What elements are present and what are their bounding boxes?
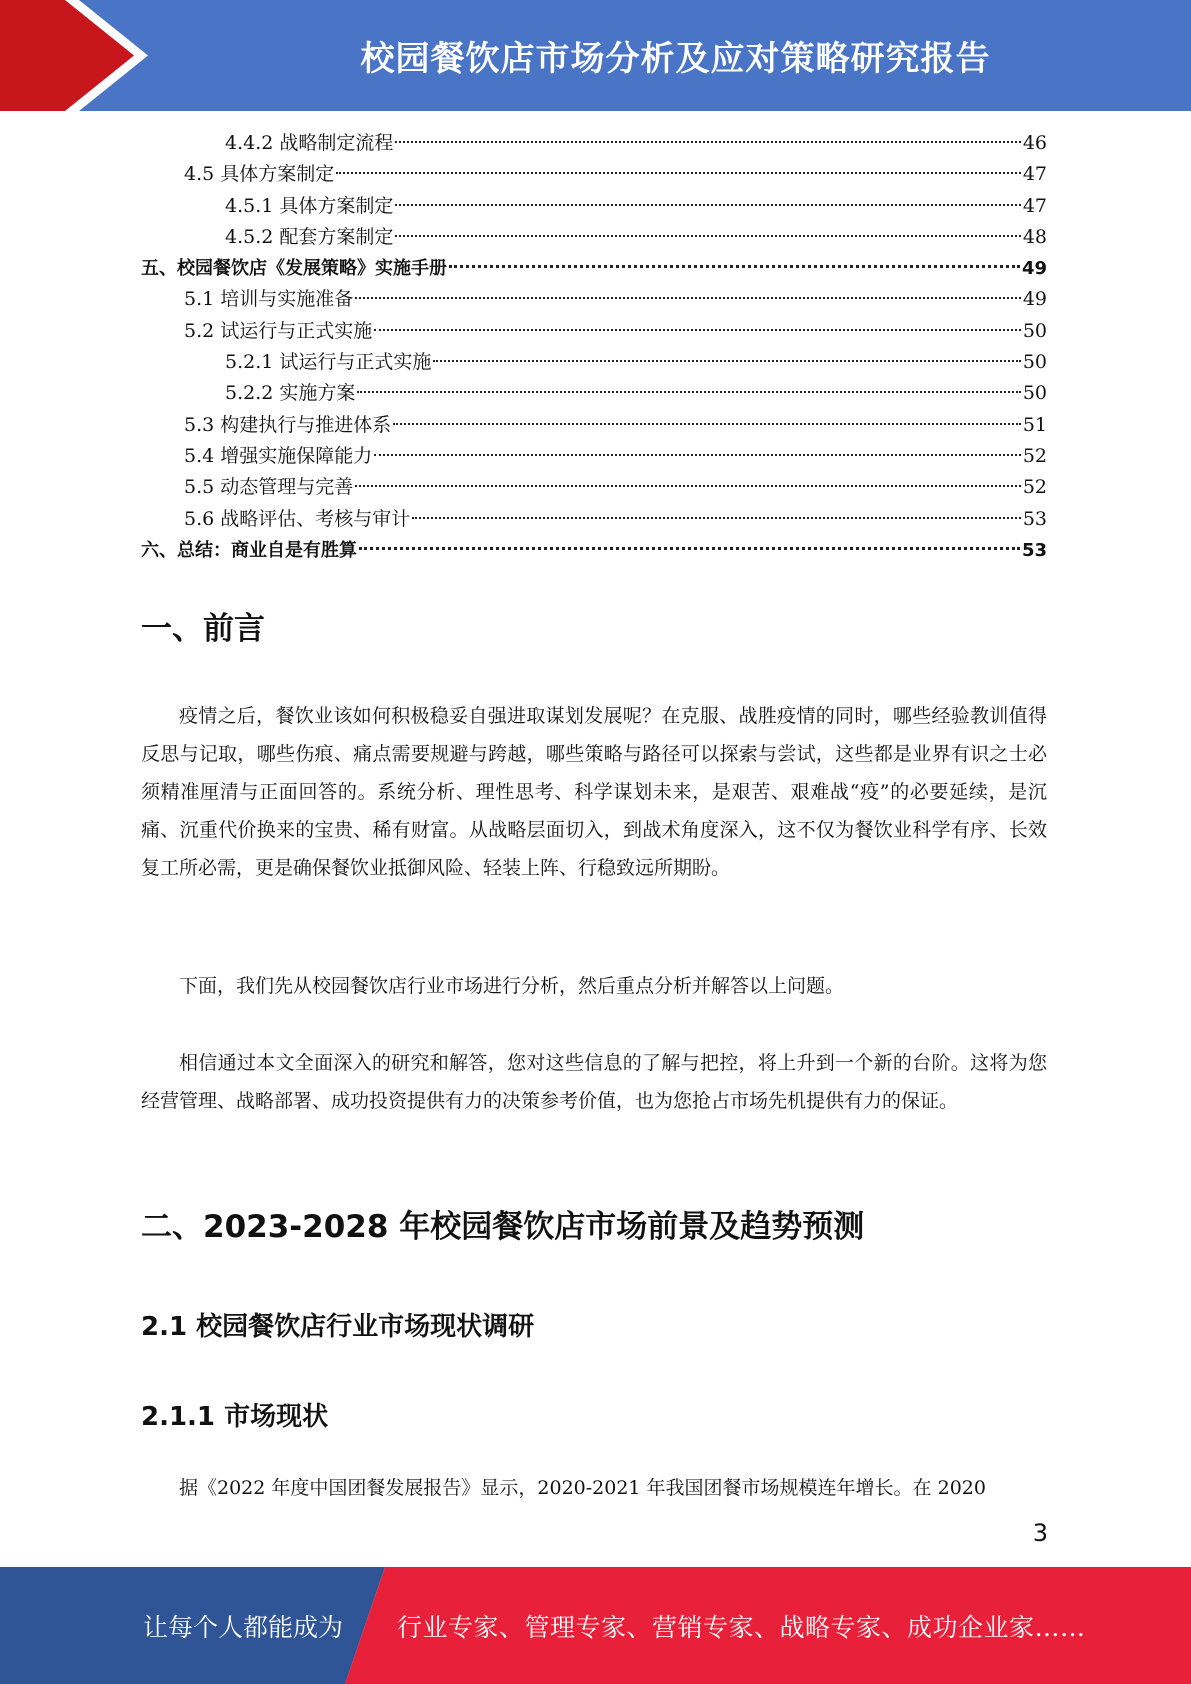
toc-entry[interactable]: [141, 222, 1047, 253]
table-of-contents: [141, 128, 1047, 566]
toc-entry[interactable]: [141, 441, 1047, 472]
toc-entry[interactable]: [141, 347, 1047, 378]
header-title: 校园餐饮店市场分析及应对策略研究报告: [360, 39, 991, 79]
toc-entry-title: 4.5 具体方案制定: [184, 163, 335, 186]
toc-dot-leader: [395, 141, 1020, 143]
preface-paragraph-3-wrap: [141, 1044, 1047, 1120]
toc-entry-title: 4.5.1 具体方案制定: [225, 194, 394, 217]
toc-entry[interactable]: [141, 316, 1047, 347]
toc-entry[interactable]: [141, 284, 1047, 315]
toc-entry[interactable]: [141, 378, 1047, 409]
toc-dot-leader: [395, 235, 1020, 237]
toc-entry-page: 49: [1021, 258, 1047, 280]
subsection-2-1-1: [141, 1396, 1047, 1433]
toc-dot-leader: [374, 329, 1021, 331]
toc-entry-page: 50: [1022, 351, 1047, 374]
toc-entry-title: 5.2 试运行与正式实施: [184, 319, 373, 342]
toc-entry-title: 5.5 动态管理与完善: [184, 476, 354, 499]
toc-entry-page: 47: [1022, 163, 1047, 186]
footer-slogan-right: 行业专家、管理专家、营销专家、战略专家、成功企业家……: [397, 1612, 1086, 1642]
toc-entry[interactable]: [141, 472, 1047, 503]
preface-body: [141, 697, 1047, 887]
toc-entry-title: 4.4.2 战略制定流程: [225, 132, 394, 154]
toc-entry[interactable]: [141, 410, 1047, 441]
toc-entry-page: 53: [1021, 539, 1047, 561]
toc-dot-leader: [357, 391, 1020, 393]
toc-entry-page: 49: [1022, 288, 1047, 311]
subsubsection-heading: 2.1.1 市场现状: [141, 1402, 329, 1432]
toc-entry-page: 47: [1022, 194, 1047, 217]
toc-dot-leader: [355, 297, 1021, 299]
toc-entry-title: 5.4 增强实施保障能力: [184, 444, 373, 467]
toc-dot-leader: [359, 547, 1020, 550]
preface-paragraph-1: 疫情之后，餐饮业该如何积极稳妥自强进取谋划发展呢？在克服、战胜疫情的同时，哪些经验教训值得反思与记取，哪些伤痕、痛点需要规避与跨越，哪些策略与路径可以探索与尝试，这些都是业界有识之士必须精准厘清与正面回答的。系统分析、理性思考、科学谋划未来，是艰苦、艰难战“疫”的必要延续，是沉痛、沉重代价换来的宝贵、稀有财富。从战略层面切入，到战术角度深入，这不仅为餐饮业科学有序、长效复工所必需，更是确保餐饮业抵御风险、轻装上阵、行稳致远所期盼。: [141, 705, 1047, 879]
page-header: [0, 0, 1191, 111]
toc-dot-leader: [374, 454, 1021, 456]
toc-dot-leader: [336, 172, 1021, 174]
toc-entry-page: 52: [1022, 476, 1047, 499]
toc-dot-leader: [395, 204, 1020, 206]
preface-section: [141, 603, 1047, 648]
toc-entry-page: 48: [1022, 225, 1047, 248]
toc-entry-title: 5.2.2 实施方案: [225, 382, 356, 405]
toc-entry-page: 53: [1022, 507, 1047, 530]
subsection-2-1: [141, 1306, 1047, 1343]
toc-entry-title: 六、总结：商业自是有胜算: [141, 539, 357, 561]
toc-entry-page: 50: [1022, 319, 1047, 342]
toc-entry[interactable]: [141, 191, 1047, 222]
toc-entry-title: 5.3 构建执行与推进体系: [184, 413, 392, 436]
market-status-body: [141, 1469, 1047, 1507]
toc-entry[interactable]: [141, 253, 1047, 284]
page-footer: [0, 1567, 1191, 1684]
toc-entry-page: 52: [1022, 444, 1047, 467]
page-number: 3: [1032, 1519, 1048, 1547]
forecast-section: [141, 1201, 1047, 1246]
toc-entry-page: 51: [1022, 413, 1047, 436]
toc-entry-title: 4.5.2 配套方案制定: [225, 225, 394, 248]
forecast-heading: 二、2023-2028 年校园餐饮店市场前景及趋势预测: [141, 1209, 865, 1245]
toc-entry-title: 五、校园餐饮店《发展策略》实施手册: [141, 258, 447, 280]
toc-dot-leader: [412, 517, 1021, 519]
subsection-heading: 2.1 校园餐饮店行业市场现状调研: [141, 1312, 535, 1342]
toc-entry-title: 5.6 战略评估、考核与审计: [184, 507, 411, 530]
toc-dot-leader: [433, 360, 1020, 362]
toc-entry-title: 5.1 培训与实施准备: [184, 288, 354, 311]
toc-dot-leader: [449, 265, 1020, 268]
footer-slogan-left: 让每个人都能成为: [143, 1612, 344, 1642]
market-status-paragraph: 据《2022 年度中国团餐发展报告》显示，2020-2021 年我国团餐市场规模连年增长。在 2020: [179, 1477, 986, 1499]
toc-entry-page: 46: [1022, 132, 1047, 154]
toc-entry-page: 50: [1022, 382, 1047, 405]
toc-entry[interactable]: [141, 535, 1047, 566]
toc-entry-title: 5.2.1 试运行与正式实施: [225, 351, 432, 374]
preface-paragraph-2-wrap: [141, 967, 1047, 1005]
toc-entry[interactable]: [141, 128, 1047, 159]
preface-paragraph-3: 相信通过本文全面深入的研究和解答，您对这些信息的了解与把控，将上升到一个新的台阶。这将为您经营管理、战略部署、成功投资提供有力的决策参考价值，也为您抢占市场先机提供有力的保证。: [141, 1052, 1047, 1112]
toc-dot-leader: [355, 485, 1021, 487]
header-arrow-decoration: [0, 0, 160, 111]
toc-dot-leader: [393, 423, 1021, 425]
preface-paragraph-2: 下面，我们先从校园餐饮店行业市场进行分析，然后重点分析并解答以上问题。: [179, 975, 845, 997]
toc-entry[interactable]: [141, 504, 1047, 535]
preface-heading: 一、前言: [141, 611, 265, 647]
toc-entry[interactable]: [141, 159, 1047, 190]
